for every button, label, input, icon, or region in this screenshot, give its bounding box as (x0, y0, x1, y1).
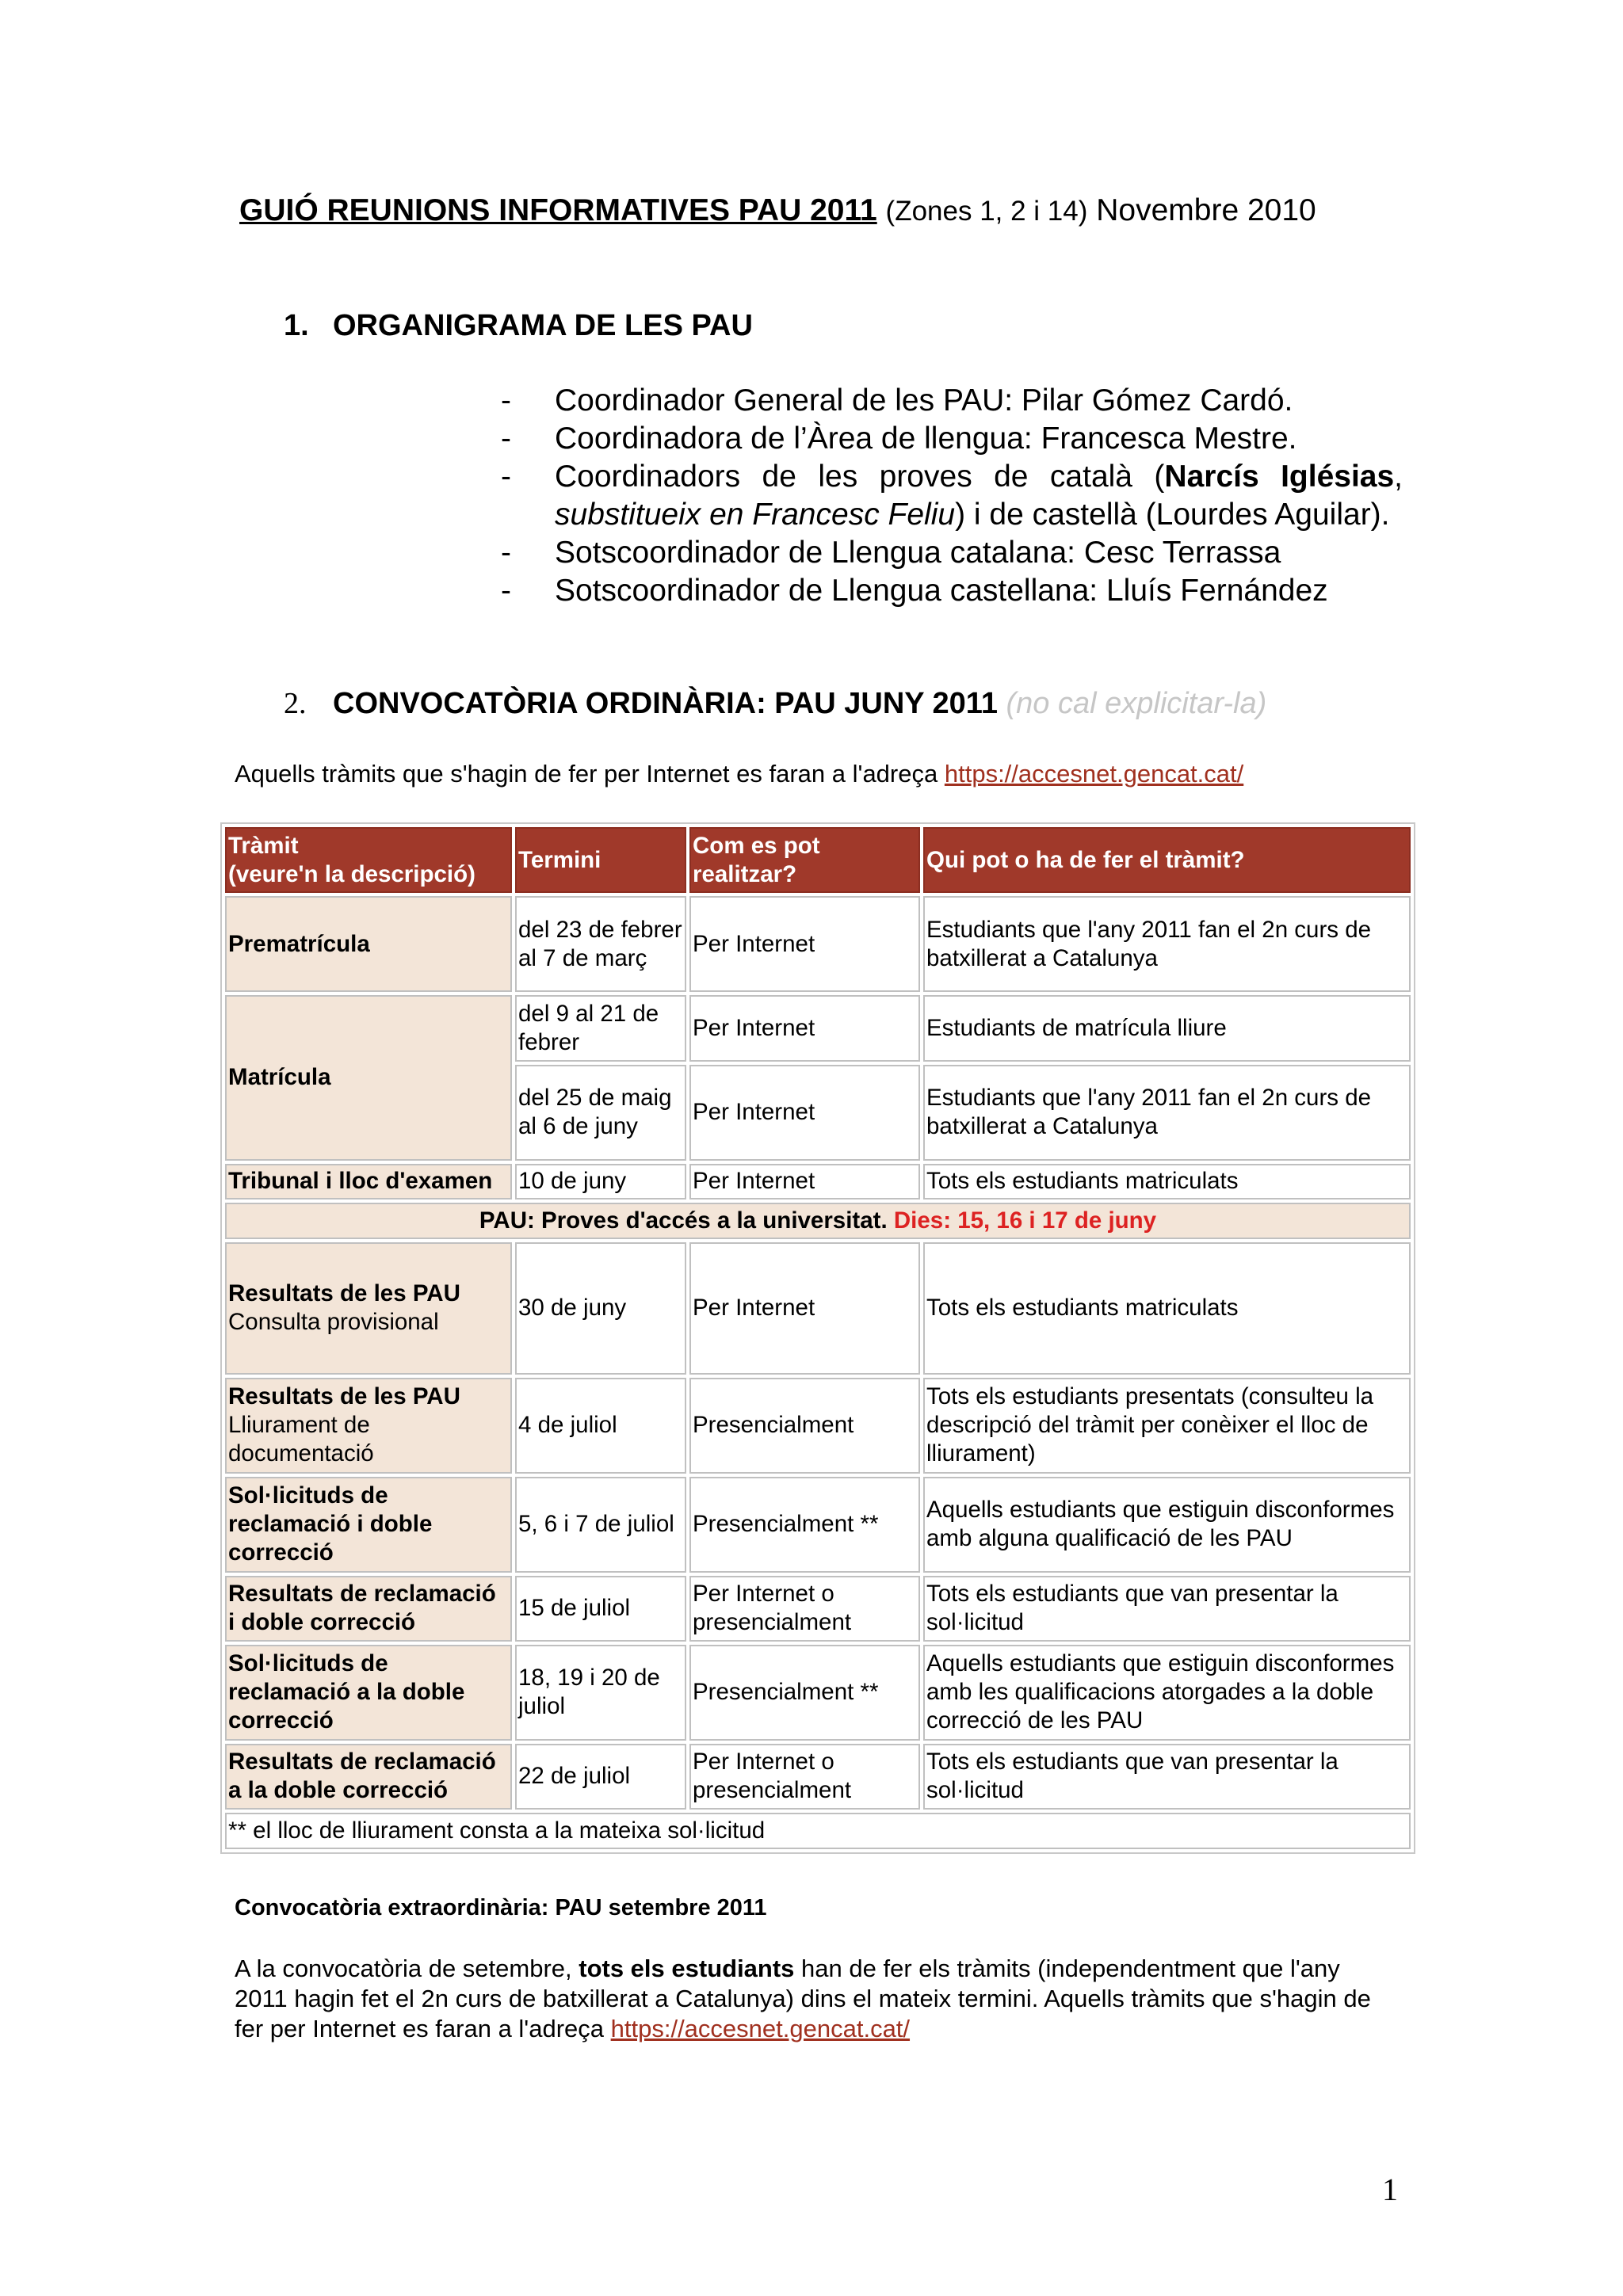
row-who: Tots els estudiants matriculats (923, 1164, 1411, 1200)
row-term: 10 de juny (515, 1164, 686, 1200)
row-label: Sol·licituds de reclamació i doble correcció (225, 1477, 512, 1573)
row-who: Tots els estudiants matriculats (923, 1242, 1411, 1375)
row-who: Tots els estudiants presentats (consulteu la descripció del tràmit per conèixer el lloc de lliurament) (923, 1378, 1411, 1474)
table-footnote-row (225, 1813, 1411, 1849)
row-how: Per Internet (689, 1242, 920, 1375)
row-who: Aquells estudiants que estiguin disconformes amb les qualificacions atorgades a la doble correcció de les PAU (923, 1645, 1411, 1741)
table-row (225, 1645, 1411, 1741)
row-who: Estudiants de matrícula lliure (923, 995, 1411, 1061)
row-term: 22 de juliol (515, 1744, 686, 1810)
row-how: Presencialment (689, 1378, 920, 1474)
section-1-number: 1. (284, 309, 309, 342)
row-who: Tots els estudiants que van presentar la sol·licitud (923, 1576, 1411, 1642)
row-how: Per Internet (689, 1065, 920, 1161)
list-item: - Coordinadors de les proves de català (Narcís Iglésias, substitueix en Francesc Feliu) i de castellà (Lourdes Aguilar). (501, 460, 1403, 532)
section-2-number: 2. (284, 687, 307, 720)
row-who: Tots els estudiants que van presentar la sol·licitud (923, 1744, 1411, 1810)
accesnet-link[interactable]: https://accesnet.gencat.cat/ (944, 760, 1244, 788)
list-item: - Sotscoordinador de Llengua catalana: Cesc Terrassa (501, 536, 1281, 570)
row-term: 4 de juliol (515, 1378, 686, 1474)
row-how: Per Internet (689, 896, 920, 992)
row-label: Resultats de reclamació i doble correcció (225, 1576, 512, 1642)
intro-paragraph: Aquells tràmits que s'hagin de fer per Internet es faran a l'adreça https://accesnet.gencat.cat/ (235, 760, 1244, 788)
page-number: 1 (1382, 2172, 1398, 2207)
pau-days: Dies: 15, 16 i 17 de juny (893, 1207, 1157, 1234)
table-row (225, 896, 1411, 992)
row-term: del 23 de febrer al 7 de març (515, 896, 686, 992)
row-label: Matrícula (225, 995, 512, 1160)
table-row (225, 1576, 1411, 1642)
table-row (225, 1164, 1411, 1200)
table-row (225, 1477, 1411, 1573)
extra-call-paragraph: A la convocatòria de setembre, tots els estudiants han de fer els tràmits (independentment que l'any 2011 hagin fet el 2n curs de batxillerat a Catalunya) dins el mateix termini. Aquells tràmits que s'hagin de fer per Internet es faran a l'adreça https://accesnet.gencat.cat/ (235, 1955, 1371, 2042)
table-row (225, 1242, 1411, 1375)
table-row (225, 1744, 1411, 1810)
list-item: - Coordinadora de l’Àrea de llengua: Francesca Mestre. (501, 421, 1297, 456)
title-date: Novembre 2010 (1096, 193, 1316, 227)
section-1-heading (284, 309, 753, 343)
header-tramit: Tràmit (veure'n la descripció) (225, 827, 512, 893)
title-main: GUIÓ REUNIONS INFORMATIVES PAU 2011 (239, 193, 877, 227)
row-label: Sol·licituds de reclamació a la doble correcció (225, 1645, 512, 1741)
row-term: del 9 al 21 de febrer (515, 995, 686, 1061)
pau-dates-row (225, 1203, 1411, 1239)
list-item: - Sotscoordinador de Llengua castellana: Lluís Fernández (501, 574, 1328, 608)
procedures-table (220, 822, 1415, 1854)
header-termini: Termini (515, 827, 686, 893)
header-qui: Qui pot o ha de fer el tràmit? (923, 827, 1411, 893)
row-term: 30 de juny (515, 1242, 686, 1375)
pau-dates-cell: PAU: Proves d'accés a la universitat. Dies: 15, 16 i 17 de juny (225, 1203, 1411, 1239)
row-who: Estudiants que l'any 2011 fan el 2n curs de batxillerat a Catalunya (923, 1065, 1411, 1161)
section-2-title: CONVOCATÒRIA ORDINÀRIA: PAU JUNY 2011 (333, 687, 998, 720)
row-how: Per Internet (689, 1164, 920, 1200)
row-label: Resultats de reclamació a la doble correcció (225, 1744, 512, 1810)
list-item: - Coordinador General de les PAU: Pilar Gómez Cardó. (501, 383, 1293, 418)
accesnet-link[interactable]: https://accesnet.gencat.cat/ (610, 2015, 911, 2042)
row-term: 18, 19 i 20 de juliol (515, 1645, 686, 1741)
row-who: Estudiants que l'any 2011 fan el 2n curs de batxillerat a Catalunya (923, 896, 1411, 992)
table-footnote: ** el lloc de lliurament consta a la mateixa sol·licitud (225, 1813, 1411, 1849)
header-com: Com es pot realitzar? (689, 827, 920, 893)
section-1-title: ORGANIGRAMA DE LES PAU (333, 309, 753, 342)
row-how: Presencialment ** (689, 1477, 920, 1573)
table-header-row (225, 827, 1411, 893)
row-label: Tribunal i lloc d'examen (225, 1164, 512, 1200)
row-how: Per Internet o presencialment (689, 1744, 920, 1810)
row-term: 15 de juliol (515, 1576, 686, 1642)
table-row (225, 995, 1411, 1061)
row-label: Prematrícula (225, 896, 512, 992)
table-row (225, 1378, 1411, 1474)
row-how: Per Internet o presencialment (689, 1576, 920, 1642)
section-2-heading (284, 686, 1266, 721)
title-zones: (Zones 1, 2 i 14) (885, 196, 1088, 227)
document-title (239, 193, 1316, 228)
row-label: Resultats de les PAU Consulta provisional (225, 1242, 512, 1375)
row-term: del 25 de maig al 6 de juny (515, 1065, 686, 1161)
row-who: Aquells estudiants que estiguin disconformes amb alguna qualificació de les PAU (923, 1477, 1411, 1573)
row-how: Per Internet (689, 995, 920, 1061)
extra-call-title: Convocatòria extraordinària: PAU setembre 2011 (235, 1895, 767, 1920)
row-term: 5, 6 i 7 de juliol (515, 1477, 686, 1573)
row-label: Resultats de les PAU Lliurament de documentació (225, 1378, 512, 1474)
organigram-list (501, 382, 1403, 610)
section-2-note: (no cal explicitar-la) (1006, 687, 1267, 720)
row-how: Presencialment ** (689, 1645, 920, 1741)
